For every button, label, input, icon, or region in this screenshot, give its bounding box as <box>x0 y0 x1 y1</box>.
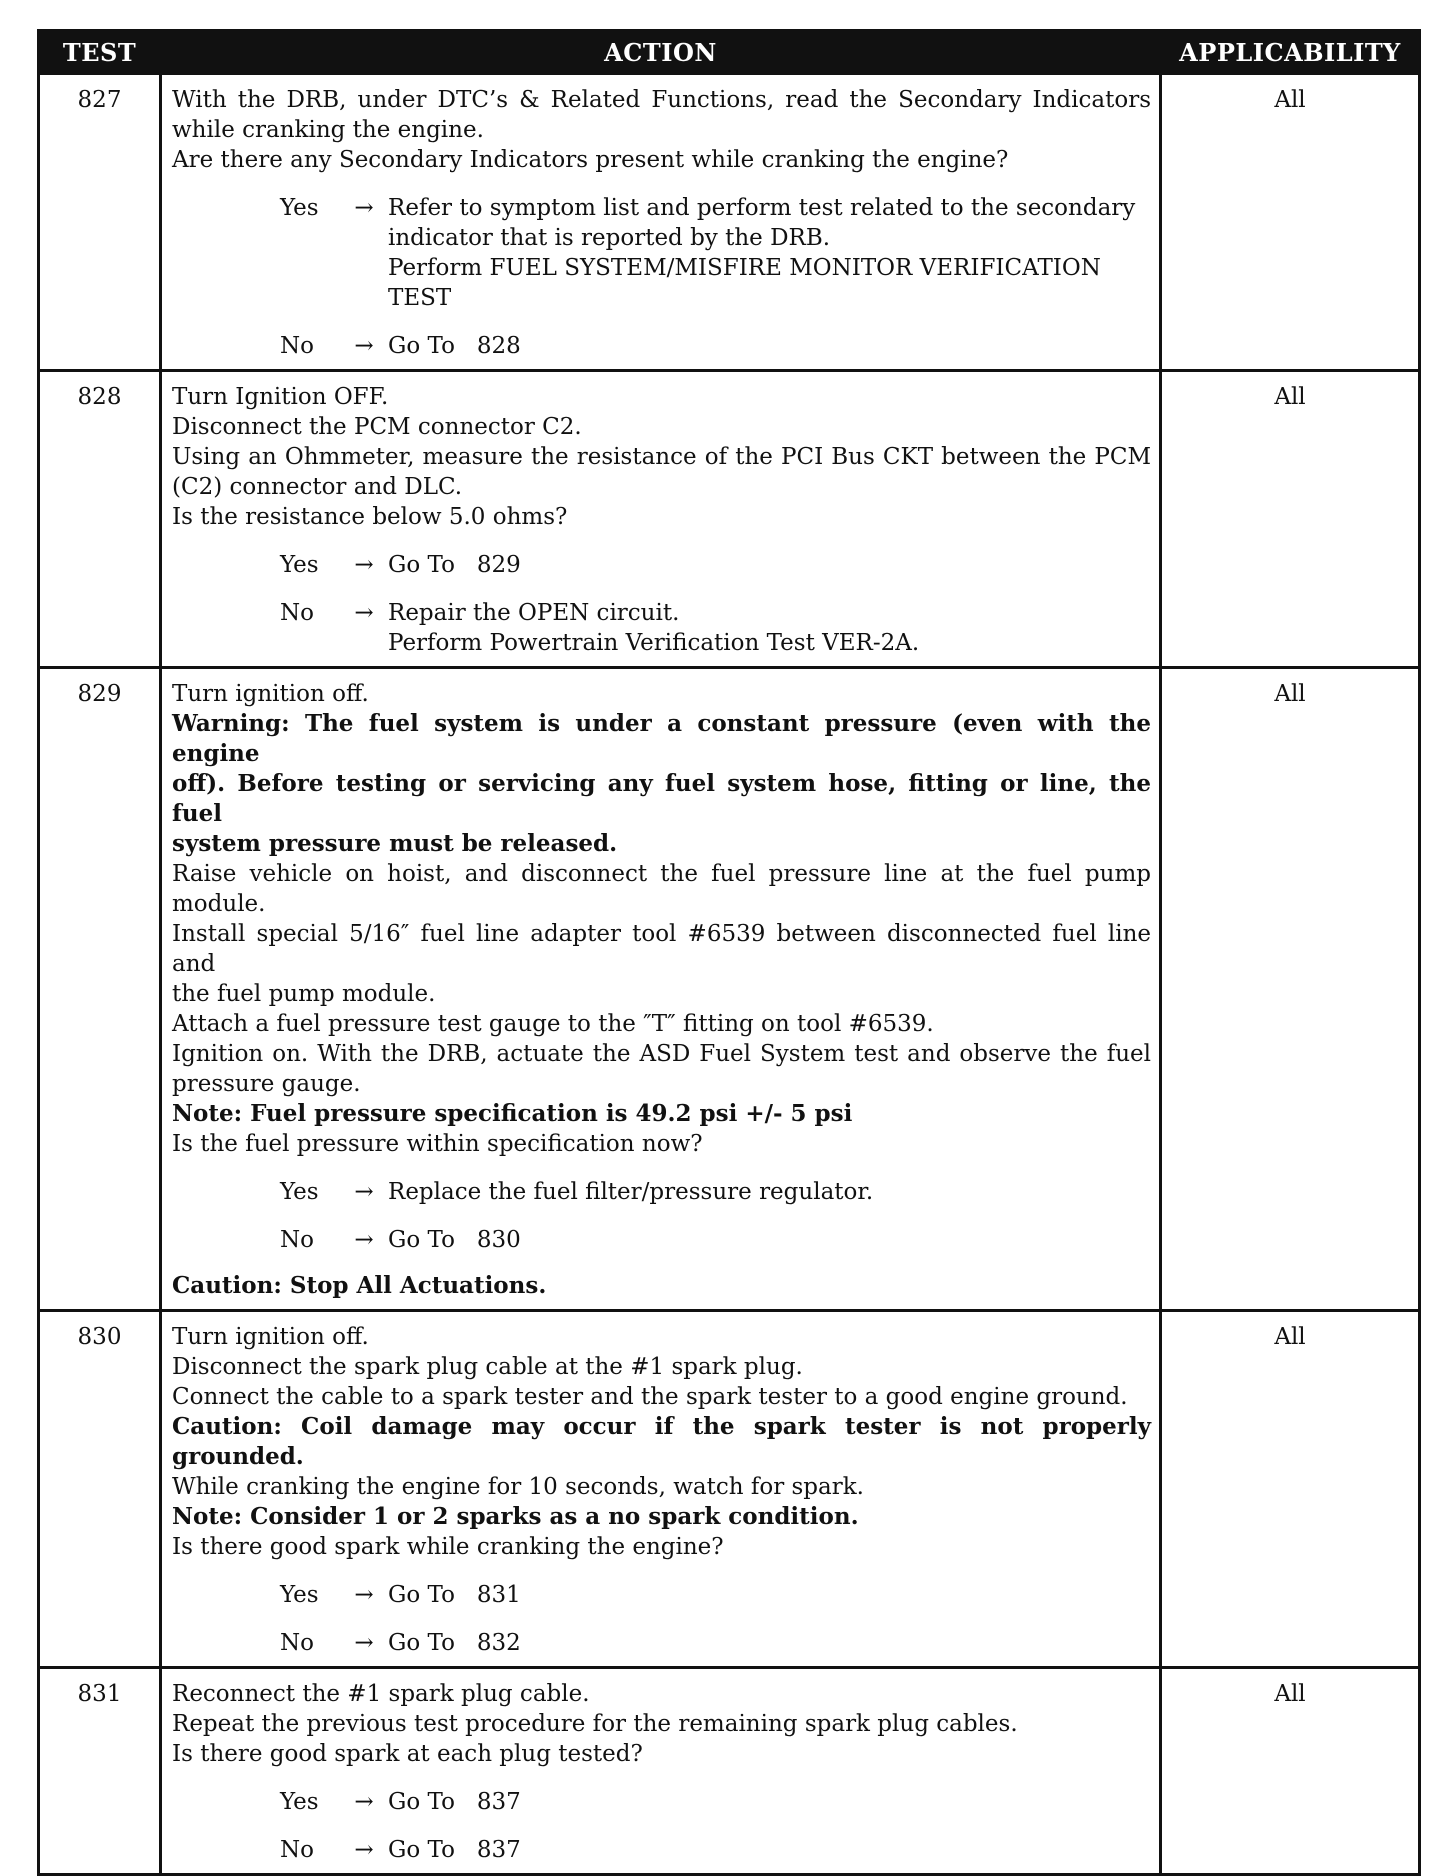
action-line: Is the resistance below 5.0 ohms? <box>172 504 568 530</box>
action-warning-line: Note: Consider 1 or 2 sparks as a no spark condition. <box>172 1503 859 1530</box>
action-line: Disconnect the spark plug cable at the #1 spark plug. <box>172 1354 803 1380</box>
test-number: 827 <box>39 74 161 371</box>
answer-yes <box>172 1580 1151 1610</box>
test-number: 830 <box>39 1311 161 1668</box>
answer-label: No <box>280 1837 314 1863</box>
action-line: Turn Ignition OFF. <box>172 384 389 410</box>
action-cell <box>161 1668 1161 1875</box>
action-line: Connect the cable to a spark tester and the spark tester to a good engine ground. <box>172 1384 1128 1410</box>
answer-result-line: Perform FUEL SYSTEM/MISFIRE MONITOR VERIFICATION <box>388 255 1101 281</box>
answer-yes <box>172 1177 1151 1207</box>
action-line: Install special 5/16″ fuel line adapter tool #6539 between disconnected fuel line and <box>172 921 1151 977</box>
answer-result <box>388 1628 1151 1658</box>
answer-label: Yes <box>280 552 319 578</box>
action-line: Disconnect the PCM connector C2. <box>172 414 582 440</box>
answer-result-line: Go To 830 <box>388 1227 521 1253</box>
action-line: (C2) connector and DLC. <box>172 474 463 500</box>
action-line: Reconnect the #1 spark plug cable. <box>172 1681 590 1707</box>
answer-result-line: Repair the OPEN circuit. <box>388 600 680 626</box>
answer-label: Yes <box>280 1179 319 1205</box>
answer-no <box>172 1835 1151 1865</box>
table-header-row <box>39 31 1420 74</box>
test-number: 831 <box>39 1668 161 1875</box>
applicability-value: All <box>1161 668 1420 1311</box>
action-warning-line: Caution: Coil damage may occur if the spark tester is not properly <box>172 1413 1151 1440</box>
action-cell <box>161 1311 1161 1668</box>
action-line: Raise vehicle on hoist, and disconnect the fuel pressure line at the fuel pump module. <box>172 861 1151 917</box>
action-cell <box>161 74 1161 371</box>
answer-result-line: Go To 828 <box>388 333 521 359</box>
answer-label: No <box>280 1630 314 1656</box>
applicability-value: All <box>1161 1311 1420 1668</box>
action-cell <box>161 668 1161 1311</box>
answer-result <box>388 1177 1151 1207</box>
answer-result-line: indicator that is reported by the DRB. <box>388 225 831 251</box>
answer-label: No <box>280 600 314 626</box>
action-warning-line: grounded. <box>172 1443 304 1470</box>
arrow-right-icon: → <box>354 552 374 578</box>
arrow-right-icon: → <box>354 195 374 221</box>
action-line: While cranking the engine for 10 seconds, watch for spark. <box>172 1474 864 1500</box>
answer-no <box>172 1225 1151 1255</box>
table-row <box>39 668 1420 1311</box>
answer-result <box>388 1225 1151 1255</box>
action-line: Is there good spark while cranking the engine? <box>172 1534 724 1560</box>
answer-label: Yes <box>280 1789 319 1815</box>
header-action: ACTION <box>161 31 1161 74</box>
action-line: pressure gauge. <box>172 1071 361 1097</box>
answer-result <box>388 193 1151 313</box>
action-line: With the DRB, under DTC’s & Related Functions, read the Secondary Indicators <box>172 87 1151 113</box>
action-line: Is there good spark at each plug tested? <box>172 1741 643 1767</box>
answer-result-line: Go To 837 <box>388 1789 521 1815</box>
applicability-value: All <box>1161 74 1420 371</box>
table-row <box>39 1311 1420 1668</box>
action-line: Using an Ohmmeter, measure the resistance of the PCI Bus CKT between the PCM <box>172 444 1151 470</box>
applicability-value: All <box>1161 371 1420 668</box>
answer-no <box>172 331 1151 361</box>
answer-result <box>388 1787 1151 1817</box>
table-row <box>39 74 1420 371</box>
table-row <box>39 1668 1420 1875</box>
answer-result-line: Replace the fuel filter/pressure regulator. <box>388 1179 874 1205</box>
applicability-value: All <box>1161 1668 1420 1875</box>
answer-result <box>388 1580 1151 1610</box>
answer-result <box>388 550 1151 580</box>
test-number: 828 <box>39 371 161 668</box>
action-line: Turn ignition off. <box>172 1324 369 1350</box>
answer-label: Yes <box>280 1582 319 1608</box>
action-warning-line: Note: Fuel pressure specification is 49.2 psi +/- 5 psi <box>172 1100 853 1127</box>
action-line: Repeat the previous test procedure for the remaining spark plug cables. <box>172 1711 1018 1737</box>
arrow-right-icon: → <box>354 1789 374 1815</box>
answer-result-line: Go To 837 <box>388 1837 521 1863</box>
answer-result-line: Perform Powertrain Verification Test VER-2A. <box>388 630 920 656</box>
action-line: Turn ignition off. <box>172 681 369 707</box>
arrow-right-icon: → <box>354 1179 374 1205</box>
answer-label: No <box>280 1227 314 1253</box>
answer-result-line: Go To 829 <box>388 552 521 578</box>
arrow-right-icon: → <box>354 1582 374 1608</box>
table-body <box>39 74 1420 1875</box>
answer-no <box>172 598 1151 658</box>
answer-result-line: Refer to symptom list and perform test related to the secondary <box>388 195 1136 221</box>
action-line: Attach a fuel pressure test gauge to the ″T″ fitting on tool #6539. <box>172 1011 934 1037</box>
action-line: Is the fuel pressure within specification now? <box>172 1131 703 1157</box>
action-line: Are there any Secondary Indicators present while cranking the engine? <box>172 147 1009 173</box>
arrow-right-icon: → <box>354 600 374 626</box>
action-warning-line: Warning: The fuel system is under a constant pressure (even with the engine <box>172 710 1151 767</box>
arrow-right-icon: → <box>354 333 374 359</box>
action-line: while cranking the engine. <box>172 117 484 143</box>
answer-yes <box>172 193 1151 313</box>
action-line: Ignition on. With the DRB, actuate the ASD Fuel System test and observe the fuel <box>172 1041 1151 1067</box>
caution-note: Caution: Stop All Actuations. <box>172 1272 547 1299</box>
answer-result-line: TEST <box>388 285 452 311</box>
answer-no <box>172 1628 1151 1658</box>
answer-result-line: Go To 831 <box>388 1582 521 1608</box>
answer-result <box>388 1835 1151 1865</box>
answer-label: Yes <box>280 195 319 221</box>
test-number: 829 <box>39 668 161 1311</box>
action-cell <box>161 371 1161 668</box>
answer-yes <box>172 1787 1151 1817</box>
action-warning-line: off). Before testing or servicing any fuel system hose, fitting or line, the fuel <box>172 770 1151 827</box>
header-test: TEST <box>39 31 161 74</box>
table-row <box>39 371 1420 668</box>
answer-yes <box>172 550 1151 580</box>
answer-result-line: Go To 832 <box>388 1630 521 1656</box>
header-applicability: APPLICABILITY <box>1161 31 1420 74</box>
action-line: the fuel pump module. <box>172 981 436 1007</box>
action-warning-line: system pressure must be released. <box>172 830 618 857</box>
answer-label: No <box>280 333 314 359</box>
diagnostic-test-table <box>37 29 1421 1876</box>
answer-result <box>388 331 1151 361</box>
arrow-right-icon: → <box>354 1837 374 1863</box>
answer-result <box>388 598 1151 658</box>
arrow-right-icon: → <box>354 1227 374 1253</box>
arrow-right-icon: → <box>354 1630 374 1656</box>
